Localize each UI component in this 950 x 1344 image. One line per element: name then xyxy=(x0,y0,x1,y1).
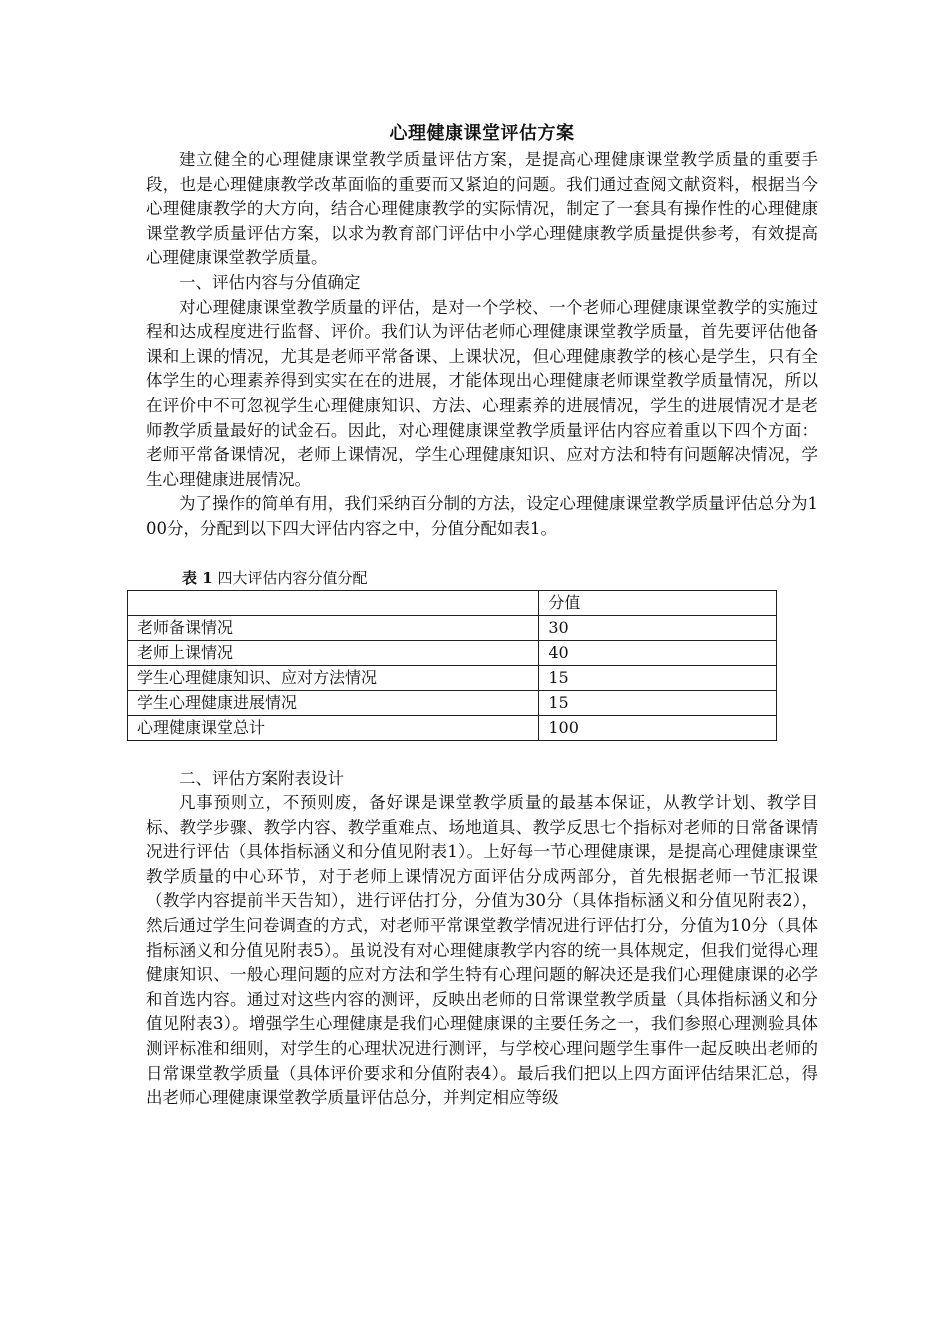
section1-heading: 一、评估内容与分值确定 xyxy=(179,272,361,292)
table-row xyxy=(128,640,777,665)
table-header-cell: 分值 xyxy=(539,590,777,615)
table-row xyxy=(128,690,777,715)
table-header-cell xyxy=(128,590,539,615)
table-header-row xyxy=(128,590,777,615)
table1-caption-text: 四大评估内容分值分配 xyxy=(217,568,368,587)
table-cell-score: 15 xyxy=(539,665,777,690)
document-title: 心理健康课堂评估方案 xyxy=(389,123,575,144)
table-cell-score: 100 xyxy=(539,715,777,740)
spacer xyxy=(146,741,818,767)
table-cell-item: 老师上课情况 xyxy=(128,640,539,665)
table-cell-score: 15 xyxy=(539,690,777,715)
table-row xyxy=(128,715,777,740)
table-cell-item: 心理健康课堂总计 xyxy=(128,715,539,740)
table-cell-item: 学生心理健康知识、应对方法情况 xyxy=(128,665,539,690)
table-cell-score: 30 xyxy=(539,615,777,640)
table-cell-item: 学生心理健康进展情况 xyxy=(128,690,539,715)
table-cell-score: 40 xyxy=(539,640,777,665)
section2-heading: 二、评估方案附表设计 xyxy=(179,768,344,788)
table-row xyxy=(128,615,777,640)
section1-paragraph-2: 为了操作的简单有用，我们采纳百分制的方法，设定心理健康课堂教学质量评估总分为100分，分配到以下四大评估内容之中，分值分配如表1。 xyxy=(146,494,818,538)
table1-caption xyxy=(182,566,818,590)
section1-paragraph-1: 对心理健康课堂教学质量的评估，是对一个学校、一个老师心理健康课堂教学的实施过程和达成程度进行监督、评价。我们认为评估老师心理健康课堂教学质量，首先要评估他备课和上课的情况，尤其是老师平常备课、上课状况，但心理健康教学的核心是学生，只有全体学生的心理素养得到实实在在的进展，才能体现出心理健康老师课堂教学质量情况，所以在评价中不可忽视学生心理健康知识、方法、心理素养的进展情况，学生的进展情况才是老师教学质量最好的试金石。因此，对心理健康课堂教学质量评估内容应着重以下四个方面：老师平常备课情况，老师上课情况，学生心理健康知识、应对方法和特有问题解决情况，学生心理健康进展情况。 xyxy=(146,297,818,489)
table-row xyxy=(128,665,777,690)
table1-caption-label: 表 1 xyxy=(182,568,213,587)
table-cell-item: 老师备课情况 xyxy=(128,615,539,640)
document-page xyxy=(137,120,818,1111)
spacer xyxy=(146,542,818,566)
score-allocation-table xyxy=(127,590,777,741)
section2-paragraph-1: 凡事预则立，不预则废，备好课是课堂教学质量的最基本保证，从教学计划、教学目标、教学步骤、教学内容、教学重难点、场地道具、教学反思七个指标对老师的日常备课情况进行评估（具体指标涵义和分值见附表1）。上好每一节心理健康课，是提高心理健康课堂教学质量的中心环节，对于老师上课情况方面评估分成两部分，首先根据老师一节汇报课（教学内容提前半天告知），进行评估打分，分值为30分（具体指标涵义和分值见附表2），然后通过学生问卷调查的方式，对老师平常课堂教学情况进行评估打分，分值为10分（具体指标涵义和分值见附表5）。虽说没有对心理健康教学内容的统一具体规定，但我们觉得心理健康知识、一般心理问题的应对方法和学生特有心理问题的解决还是我们心理健康课的必学和首选内容。通过对这些内容的测评，反映出老师的日常课堂教学质量（具体指标涵义和分值见附表3）。增强学生心理健康是我们心理健康课的主要任务之一，我们参照心理测验具体测评标准和细则，对学生的心理状况进行测评，与学校心理问题学生事件一起反映出老师的日常课堂教学质量（具体评价要求和分值附表4）。最后我们把以上四方面评估结果汇总，得出老师心理健康课堂教学质量评估总分，并判定相应等级 xyxy=(146,793,818,1108)
intro-paragraph: 建立健全的心理健康课堂教学质量评估方案，是提高心理健康课堂教学质量的重要手段，也是心理健康教学改革面临的重要而又紧迫的问题。我们通过查阅文献资料，根据当今心理健康教学的大方向，结合心理健康教学的实际情况，制定了一套具有操作性的心理健康课堂教学质量评估方案，以求为教育部门评估中小学心理健康教学质量提供参考，有效提高心理健康课堂教学质量。 xyxy=(146,150,818,268)
